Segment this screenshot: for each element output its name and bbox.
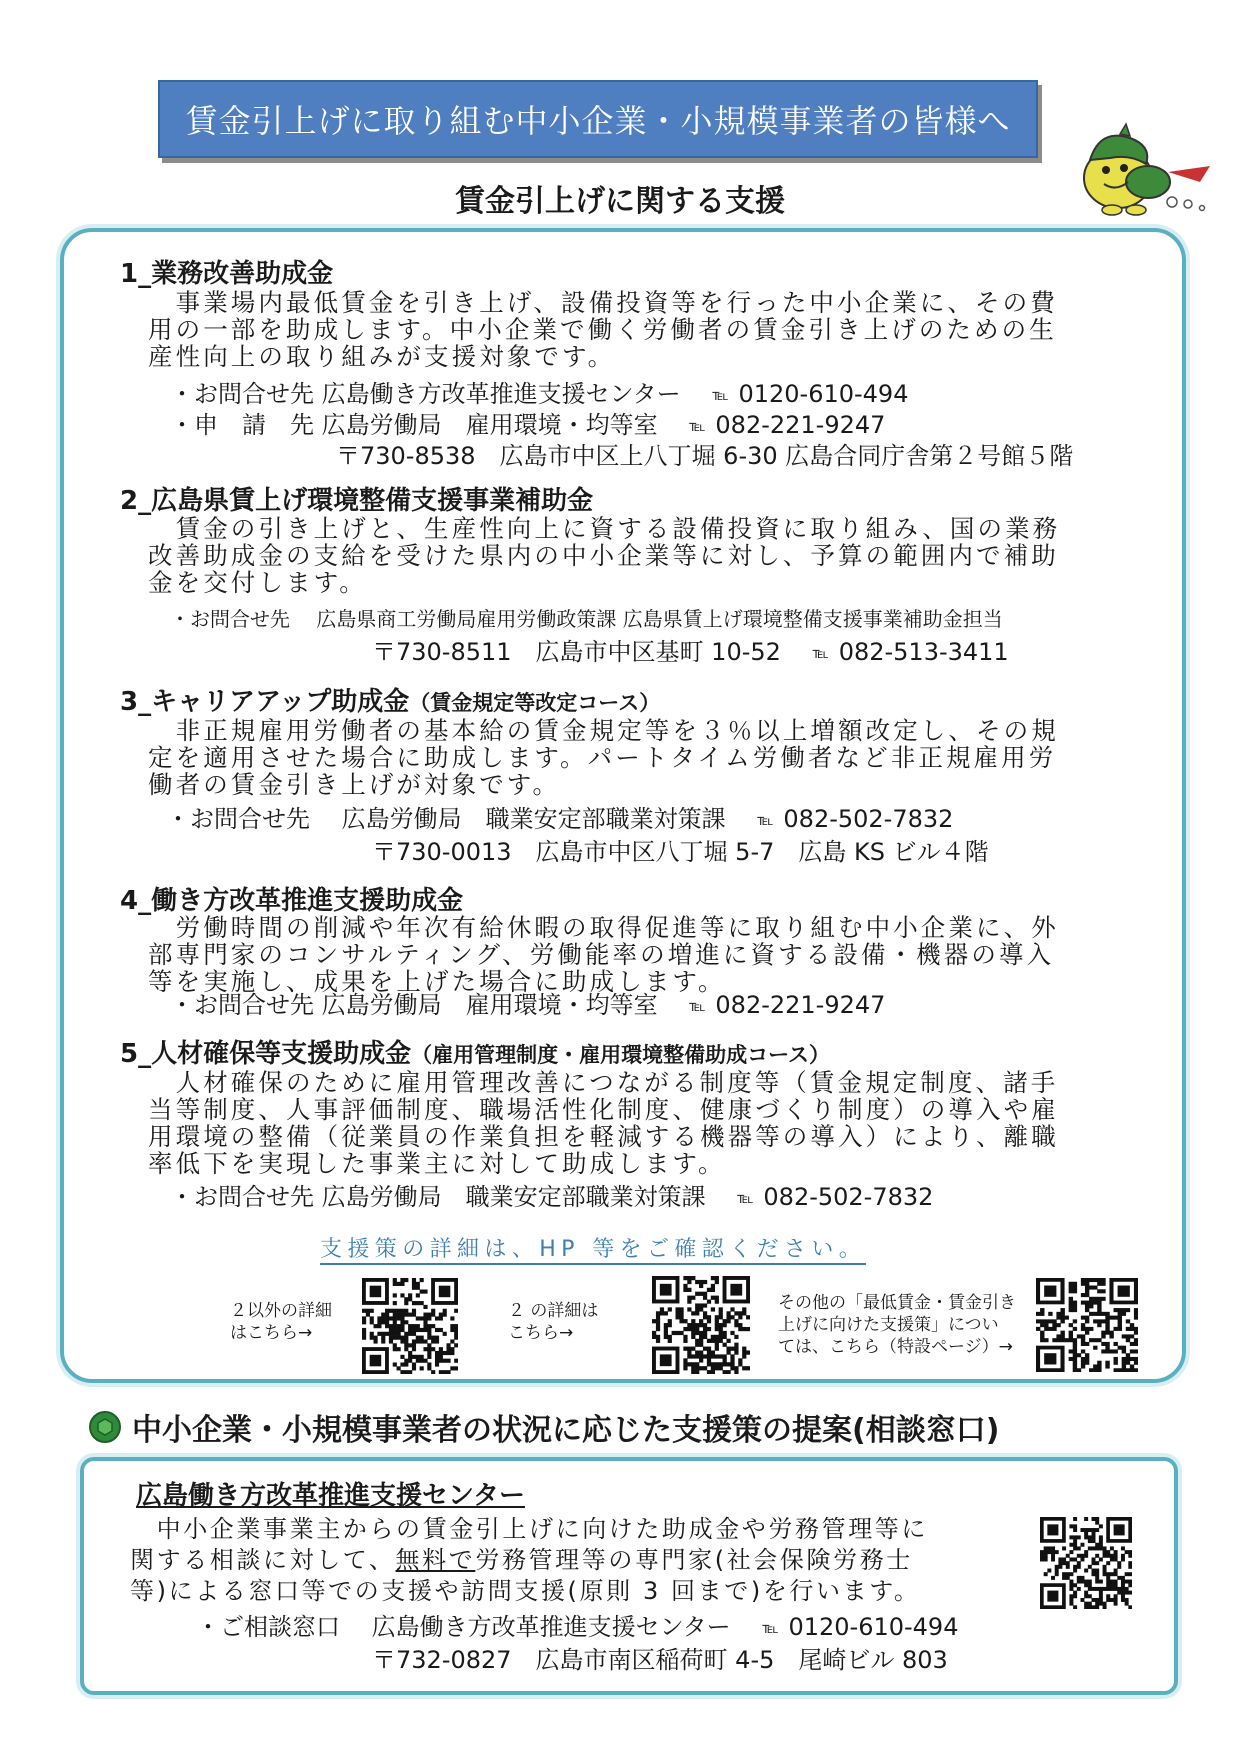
contact-tel: 082-221-9247 (715, 411, 886, 439)
qr-1-label (230, 1300, 332, 1344)
section-1-body (148, 289, 1058, 370)
section-4-title: 4_働き方改革推進支援助成金 (120, 886, 464, 916)
section-3-body (148, 717, 1059, 798)
contact-tel: 0120-610-494 (788, 1613, 959, 1641)
section-2-body (148, 515, 1060, 596)
consult-body-line: 等)による窓口等での支援や訪問支援(原則 3 回まで)を行います。 (130, 1577, 921, 1605)
contact-name: 広島働き方改革推進支援センター (321, 380, 681, 408)
section-1-body-line: 事業場内最低賃金を引き上げ、設備投資等を行った中小企業に、その費 (148, 288, 1058, 317)
qr-code-2[interactable] (652, 1276, 750, 1374)
tel-icon: ℡ (762, 1619, 779, 1637)
consult-address: 〒732-0827 広島市南区稲荷町 4-5 尾崎ビル 803 (372, 1646, 948, 1674)
contact-name: 広島労働局 職業安定部職業対策課 (321, 1183, 706, 1211)
section-2-body-line: 金を交付します。 (148, 568, 367, 597)
contact-label: ・お問合せ先 (170, 1183, 314, 1211)
consult-text: 労務管理等の専門家(社会保険労務士 (475, 1546, 913, 1574)
section-5-title (120, 1033, 830, 1070)
contact-tel: 082-502-7832 (763, 1183, 934, 1211)
section-1-contact-1 (170, 374, 908, 409)
consult-text: 関する相談に対して、 (130, 1546, 396, 1574)
contact-name: 広島県商工労働局雇用労働政策課 広島県賃上げ環境整備支援事業補助金担当 (316, 607, 1003, 631)
section-2-title: 2_広島県賃上げ環境整備支援事業補助金 (120, 486, 594, 516)
section-3-body-line: 非正規雇用労働者の基本給の賃金規定等を３％以上増額改定し、その規 (148, 716, 1059, 745)
consult-body-line: 中小企業事業主からの賃金引上げに向けた助成金や労務管理等に (130, 1515, 928, 1543)
section-5-contact-1 (170, 1177, 933, 1212)
qr-3-label (778, 1292, 1016, 1358)
hp-note: 支援策の詳細は、HP 等をご確認ください。 (320, 1232, 866, 1265)
consult-heading (88, 1405, 999, 1449)
qr-1-label-line: ２以外の詳細 (230, 1301, 332, 1321)
free-emphasis: 無料で (395, 1546, 476, 1574)
contact-label: ・お問合せ先 (170, 380, 314, 408)
contact-tel: 082-513-3411 (838, 638, 1009, 666)
tel-icon: ℡ (712, 386, 729, 404)
consult-body (130, 1514, 928, 1607)
section-5-body-line: 率低下を実現した事業主に対して助成します。 (148, 1149, 726, 1178)
turtle-shell-icon (88, 1410, 122, 1444)
consult-subtitle: 広島働き方改革推進支援センター (136, 1481, 525, 1511)
section-1-address: 〒730-8538 広島市中区上八丁堀 6-30 広島合同庁舎第２号館５階 (336, 442, 1074, 470)
contact-label: ・お問合せ先 (170, 607, 290, 631)
consult-heading-text: 中小企業・小規模事業者の状況に応じた支援策の提案(相談窓口) (132, 1413, 1000, 1448)
section-4-body (148, 914, 1059, 995)
address-text: 〒730-8511 広島市中区基町 10-52 (372, 638, 781, 666)
section-3-address: 〒730-0013 広島市中区八丁堀 5-7 広島 KS ビル４階 (372, 838, 989, 866)
contact-name: 広島労働局 雇用環境・均等室 (321, 991, 658, 1019)
section-1-body-line: 産性向上の取り組みが支援対象です。 (148, 342, 616, 371)
section-4-body-line: 労働時間の削減や年次有給休暇の取得促進等に取り組む中小企業に、外 (148, 913, 1059, 942)
section-5-body-line: 当等制度、人事評価制度、職場活性化制度、健康づくり制度）の導入や雇 (148, 1095, 1059, 1124)
section-5-title-sub: （雇用管理制度・雇用環境整備助成コース） (411, 1043, 831, 1067)
section-3-title-main: 3_キャリアアップ助成金 (120, 687, 410, 717)
banner-text: 賃金引上げに取り組む中小企業・小規模事業者の皆様へ (185, 102, 1011, 140)
contact-tel: 082-221-9247 (715, 991, 886, 1019)
section-3-body-line: 働者の賃金引き上げが対象です。 (148, 770, 561, 799)
mascot-illustration (1060, 120, 1220, 220)
contact-name: 広島労働局 職業安定部職業対策課 (341, 805, 726, 833)
qr-code-3[interactable] (1036, 1278, 1138, 1372)
contact-tel: 082-502-7832 (783, 805, 954, 833)
contact-name: 広島労働局 雇用環境・均等室 (321, 411, 658, 439)
contact-label: ・申 請 先 (170, 411, 314, 439)
main-title: 賃金引上げに関する支援 (455, 184, 785, 219)
qr-2-label (508, 1300, 598, 1344)
qr-3-label-line: その他の「最低賃金・賃金引き (778, 1293, 1016, 1313)
tel-icon: ℡ (689, 417, 706, 435)
section-4-body-line: 部専門家のコンサルティング、労働能率の増進に資する設備・機器の導入 (148, 940, 1055, 969)
section-1-body-line: 用の一部を助成します。中小企業で働く労働者の賃金引き上げのための生 (148, 315, 1057, 344)
section-3-contact-1 (166, 799, 953, 834)
qr-3-label-line: 上げに向けた支援策」につい (778, 1315, 999, 1335)
section-2-contact-1 (170, 603, 1003, 632)
qr-1-label-line: はこちら→ (230, 1323, 313, 1343)
contact-label: ・お問合せ先 (166, 805, 310, 833)
qr-3-label-line: ては、こちら（特設ページ）→ (778, 1337, 1013, 1357)
section-3-title (120, 681, 660, 718)
qr-2-label-line: こちら→ (508, 1323, 574, 1343)
tel-icon: ℡ (757, 811, 774, 829)
section-5-title-main: 5_人材確保等支援助成金 (120, 1039, 412, 1069)
contact-label: ・ご相談窓口 (196, 1613, 340, 1641)
qr-code-1[interactable] (362, 1278, 458, 1374)
top-banner (158, 80, 1038, 158)
consult-body-line (130, 1545, 928, 1576)
qr-2-label-line: ２ の詳細は (508, 1301, 599, 1321)
section-2-body-line: 賃金の引き上げと、生産性向上に資する設備投資に取り組み、国の業務 (148, 514, 1061, 543)
contact-label: ・お問合せ先 (170, 991, 314, 1019)
section-5-body-line: 用環境の整備（従業員の作業負担を軽減する機器等の導入）により、離職 (148, 1122, 1059, 1151)
section-5-body-line: 人材確保のために雇用管理改善につながる制度等（賃金規定制度、諸手 (148, 1068, 1059, 1097)
contact-name: 広島働き方改革推進支援センター (371, 1613, 731, 1641)
section-4-contact-1 (170, 985, 885, 1020)
section-1-contact-2 (170, 405, 885, 440)
section-3-title-sub: （賃金規定等改定コース） (409, 691, 661, 715)
contact-tel: 0120-610-494 (738, 380, 909, 408)
section-5-body (148, 1069, 1059, 1177)
tel-icon: ℡ (737, 1189, 754, 1207)
qr-code-4[interactable] (1040, 1517, 1132, 1609)
section-1-title: 1_業務改善助成金 (120, 259, 334, 289)
section-3-body-line: 定を適用させた場合に助成します。パートタイム労働者など非正規雇用労 (148, 743, 1057, 772)
tel-icon: ℡ (689, 997, 706, 1015)
section-2-body-line: 改善助成金の支給を受けた県内の中小企業等に対し、予算の範囲内で補助 (148, 541, 1059, 570)
consult-contact (196, 1607, 958, 1642)
section-2-address (372, 632, 1009, 667)
tel-icon: ℡ (812, 644, 829, 662)
section-4-body-line: 等を実施し、成果を上げた場合に助成します。 (148, 967, 726, 996)
